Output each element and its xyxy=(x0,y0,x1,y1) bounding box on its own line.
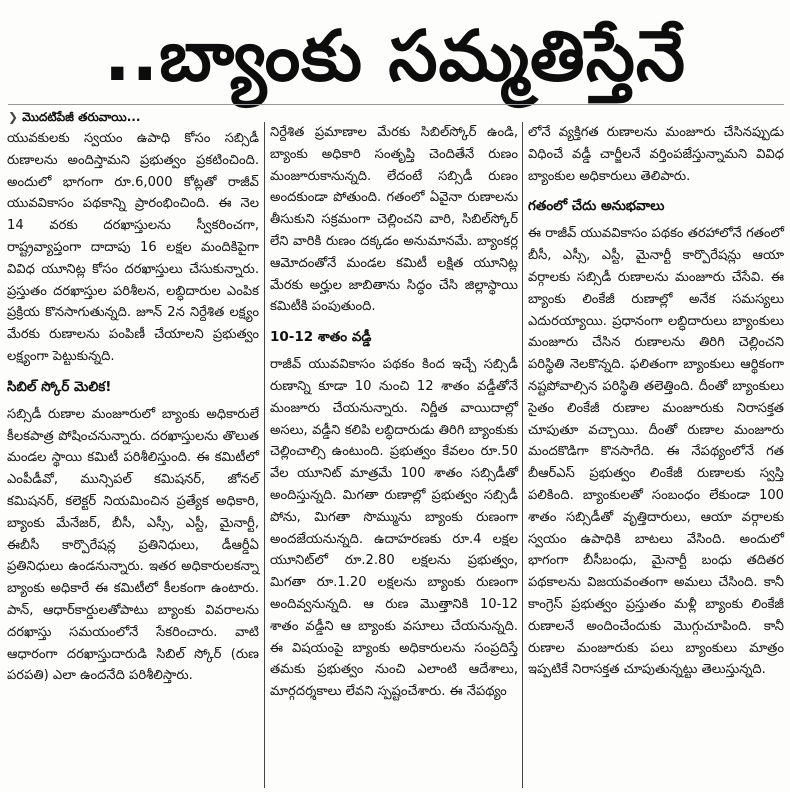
subheading: 10-12 శాతం వడ్డీ xyxy=(270,329,372,346)
paragraph: యువకులకు స్వయం ఉపాధి కోసం సబ్సిడీ రుణాలను అందిస్తామని ప్రభుత్వం ప్రకటించింది. అందులో భాగంగా రూ.6,000 కోట్లతో రాజీవ్ యువవికాసం పథకాన్ని ప్రారంభించింది. ఈ నెల 14 వరకు దరఖాస్తులను స్వీకరించగా, రాష్ట్రవ్యాప్తంగా దాదాపు 16 లక్షల మందికిపైగా వివిధ యూనిట్ల కోసం దరఖాస్తులు చేసుకున్నారు. ప్రస్తుతం దరఖాస్తుల పరిశీలన, లబ్ధిదారుల ఎంపిక ప్రక్రియ కొనసాగుతున్నది. జూన్ 2న నిర్దేశిత లక్ష్యం మేరకు రుణాలను పంపిణీ చేయాలని ప్రభుత్వం లక్ష్యంగా పెట్టుకున్నది. xyxy=(7,131,259,364)
paragraph: రాజీవ్ యువవికాసం పథకం కింద ఇచ్చే సబ్సిడీ రుణాన్ని కూడా 10 నుంచి 12 శాతం వడ్డీతోనే మంజూరు చేయనున్నారు. నిర్ణీత వాయిదాల్లో అసలు, వడ్డీని కలిపి లబ్ధిదారుడు తిరిగి బ్యాంకుకు చెల్లించాల్సి ఉంటుంది. ప్రభుత్వం కేవలం రూ.50 వేల యూనిట్ మాత్రమే 100 శాతం సబ్సిడీతో అందిస్తున్నది. మిగతా రుణాల్లో ప్రభుత్వం సబ్సిడీ పోను, మిగతా సొమ్మును బ్యాంకు రుణంగా అందజేయనున్నది. ఉదాహరణకు రూ.4 లక్షల యూనిట్‌లో రూ.2.80 లక్షలను ప్రభుత్వం, మిగతా రూ.1.20 లక్షలను బ్యాంకు రుణంగా అందివ్వనున్నది. ఆ రుణ మొత్తానికి 10-12 శాతం వడ్డీని ఆ బ్యాంకు వసూలు చేయనున్నది. ఈ విషయంపై బ్యాంకు అధికారులను సంప్రదిస్తే తమకు ప్రభుత్వం నుంచి ఎలాంటి ఆదేశాలు, మార్గదర్శకాలు లేవని స్పష్టంచేశారు. ఈ నేపథ్యం xyxy=(270,357,518,700)
column-rule xyxy=(522,122,523,788)
kicker-text: మొదటిపేజీ తరువాయి... xyxy=(22,110,141,124)
paragraph: సబ్సిడీ రుణాల మంజూరులో బ్యాంకు అధికారులే కీలకపాత్ర పోషించనున్నారు. దరఖాస్తులను తొలుత మండల స్థాయి కమిటీ పరిశీలిస్తుంది. ఈ కమిటీలో ఎంపీడీవో, మున్సిపల్ కమిషనర్, జోనల్ కమిషనర్, కలెక్టర్ నియమించిన ప్రత్యేక అధికారి, బ్యాంకు మేనేజర్, బీసీ, ఎస్సీ, ఎస్టీ, మైనార్టీ, ఈబీసీ కార్పొరేషన్ల ప్రతినిధులు, డీఆర్డీఏ ప్రతినిధులు ఉండనున్నారు. ఇతర అధికారులకన్నా బ్యాంకు అధికారే ఈ కమిటీలో కీలకంగా ఉంటారు. పాన్, ఆధార్‌కార్డులతోపాటు బ్యాంకు వివరాలను దరఖాస్తు సమయంలోనే సేకరించారు. వాటి ఆధారంగా దరఖాస్తుదారుడి సిబిల్ స్కోర్ (రుణ పరపతి) ఎలా ఉందనేది పరిశీలిస్తారు. xyxy=(7,406,259,684)
chevron-right-icon: ❯ xyxy=(8,110,19,124)
column-3 xyxy=(528,122,784,792)
headline-divider xyxy=(8,104,784,105)
subheading: గతంలో చేదు అనుభవాలు xyxy=(528,198,665,215)
subheading: సిబిల్ స్కోర్ మెలిక! xyxy=(7,378,112,395)
column-1 xyxy=(7,128,259,792)
paragraph: నిర్దేశిత ప్రమాణాల మేరకు సిబిల్‌స్కోర్ ఉండి, బ్యాంకు అధికారి సంతృప్తి చెందితేనే రుణం మంజూరుకానున్నది. లేదంటే సబ్సిడీ రుణం అందకుండా పోతుంది. గతంలో ఏవైనా రుణాలను తీసుకుని సక్రమంగా చెల్లించని వారి, సిబిల్‌స్కోర్ లేని వారికి రుణం దక్కడం అనుమానమే. బ్యాంకర్ల ఆమోదంతోనే మండల కమిటీ లక్షిత యూనిట్ల మేరకు అర్హుల జాబితాను సిద్ధం చేసి జిల్లాస్థాయి కమిటీకి పంపుతుంది. xyxy=(270,125,518,315)
column-2 xyxy=(270,122,518,792)
paragraph: ఈ రాజీవ్ యువవికాసం పథకం తరహాలోనే గతంలో బీసీ, ఎస్సీ, ఎస్టీ, మైనార్టీ కార్పొరేషన్లు ఆయా వర్గాలకు సబ్సిడీ రుణాలను మంజూరు చేసేవి. ఈ బ్యాంకు లింకేజీ రుణాల్లో అనేక సమస్యలు ఎదురయ్యాయి. ప్రధానంగా లబ్ధిదారులు బ్యాంకులు మంజూరు చేసిన రుణాలను తిరిగి చెల్లించని పరిస్థితి నెలకొన్నది. ఫలితంగా బ్యాంకులు ఆర్థికంగా నష్టపోవాల్సిన పరిస్థితి తలెత్తింది. దీంతో బ్యాంకులు సైతం లింకేజీ రుణాల మంజూరుకు నిరాసక్తత చూపుతూ వచ్చాయి. దీంతో రుణాల మంజూరు మందకొడిగా కొనసాగేది. ఈ నేపథ్యంలోనే గత బీఆర్‌ఎస్ ప్రభుత్వం లింకేజీ రుణాలకు స్వస్తి పలికింది. బ్యాంకులతో సంబంధం లేకుండా 100 శాతం సబ్సిడీతో వృత్తిదారులు, ఆయా వర్గాలకు స్వయం ఉపాధికి బాటలు వేసింది. అందులో భాగంగా బీసీబంధు, మైనార్టీ బంధు తదితర పథకాలను విజయవంతంగా అమలు చేసింది. కానీ కాంగ్రెస్ ప్రభుత్వం ప్రస్తుతం మళ్లీ బ్యాంకు లింకేజీ రుణాలనే అందించేందుకు మొగ్గుచూపింది. కానీ రుణాల మంజూరుకు పలు బ్యాంకులు మాత్రం ఇప్పటికే నిరాసక్తత చూపుతున్నట్టు తెలుస్తున్నది. xyxy=(528,226,784,678)
column-rule xyxy=(264,122,265,788)
continuation-kicker xyxy=(8,108,140,126)
headline: ..బ్యాంకు సమ్మతిస్తేనే xyxy=(103,15,687,97)
paragraph: లోనే వ్యక్తిగత రుణాలను మంజూరు చేసినప్పుడు విధించే వడ్డీ చార్జీలనే వర్తింపజేస్తున్నామని వివిధ బ్యాంకుల అధికారులు తెలిపారు. xyxy=(528,125,784,184)
